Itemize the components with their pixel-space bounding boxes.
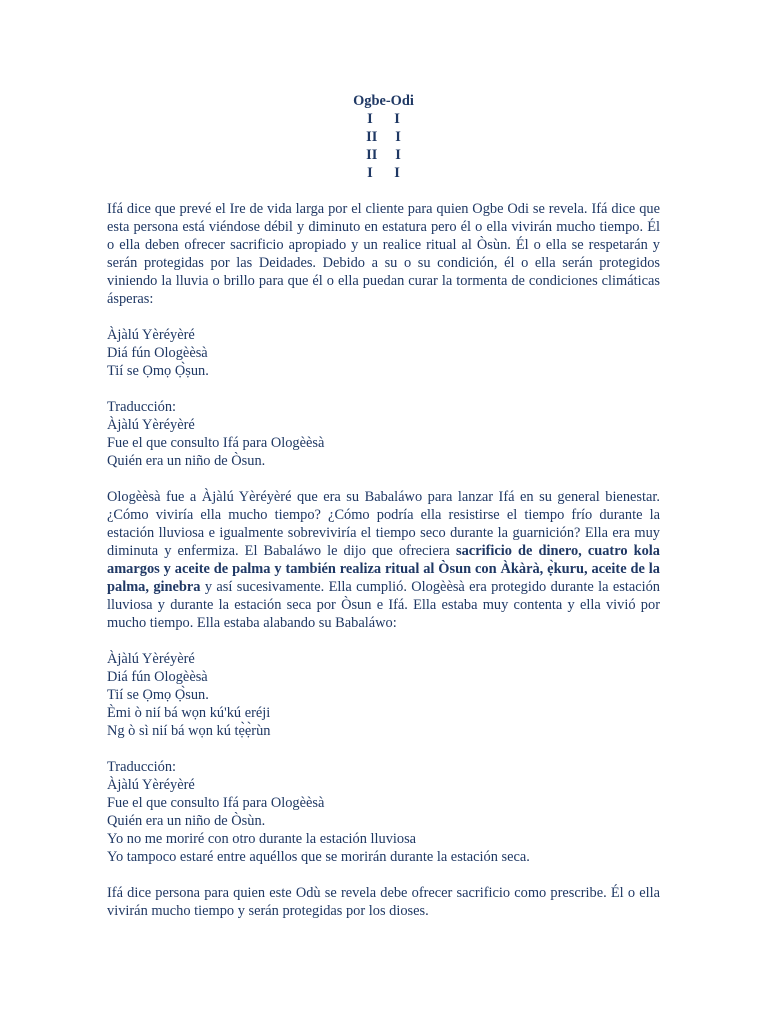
page-title: Ogbe-Odi [353,93,414,109]
translation-heading: Traducción: [107,759,177,775]
verse-line: Diá fún Ologèèsà [107,345,208,361]
translation-line: Yo tampoco estaré entre aquéllos que se morirán durante la estación seca. [107,849,530,865]
verse-line: Àjàlú Yèréyèré [107,327,195,343]
sacrifice-list: sacrificio de dinero, cuatro kola amargos y aceite de palma y también realiza ritual al Òsun con Àkàrà, ẹ̀kuru, aceite de la palma, ginebra [107,543,660,595]
verse-block-1 [107,326,660,380]
story-text-end: y así sucesivamente. Ella cumplió. Ologèèsà era protegido durante la estación lluviosa y durante la estación seca por Òsun e Ifá. Ella estaba muy contenta y ella vivió por mucho tiempo. Ella estaba alabando su Babaláwo: [107,579,660,631]
odu-marks [107,110,660,182]
translation-line: Àjàlú Yèréyèré [107,417,195,433]
translation-line: Fue el que consulto Ifá para Ologèèsà [107,435,325,451]
story-paragraph [107,488,660,632]
translation-line: Àjàlú Yèréyèré [107,777,195,793]
verse-line: Tií se Ọmọ Ọ̀sun. [107,687,209,703]
odu-mark-row: I I [367,111,400,127]
translation-block-2 [107,758,660,866]
verse-line: Àjàlú Yèréyèré [107,651,195,667]
translation-line: Fue el que consulto Ifá para Ologèèsà [107,795,325,811]
verse-line: Tií se Ọmọ Ọ̀ṣun. [107,363,209,379]
translation-block-1 [107,398,660,470]
odu-mark-row: I I [367,165,400,181]
translation-heading: Traducción: [107,399,177,415]
document-page [107,92,660,938]
title-block [107,92,660,182]
odu-mark-row: II I [366,129,401,145]
verse-line: Èmi ò nií bá wọn kú'kú eréji [107,705,271,721]
translation-line: Quién era un niño de Òsun. [107,453,266,469]
verse-line: Diá fún Ologèèsà [107,669,208,685]
verse-line: Ng ò sì nií bá wọn kú tẹ̀ẹ̀rùn [107,723,271,739]
intro-paragraph: Ifá dice que prevé el Ire de vida larga por el cliente para quien Ogbe Odi se revela. Ifá dice que esta persona está viéndose débil y diminuto en estatura pero él o ella vivirán mucho tiempo. Él o ella deben ofrecer sacrificio apropiado y un realice ritual al Òsùn. Él o ella se respetarán y serán protegidas por las Deidades. Debido a su o su condición, él o ella serán protegidos viniendo la lluvia o brillo para que él o ella puedan curar la tormenta de condiciones climáticas ásperas: [107,201,660,307]
translation-line: Yo no me moriré con otro durante la estación lluviosa [107,831,417,847]
closing-paragraph: Ifá dice persona para quien este Odù se revela debe ofrecer sacrificio como prescribe. Él o ella vivirán mucho tiempo y serán protegidas por los dioses. [107,885,660,919]
verse-block-2 [107,650,660,740]
story-text-start: Ologèèsà fue a Àjàlú Yèréyèré que era su Babaláwo para lanzar Ifá en su general bienestar. ¿Cómo viviría ella mucho tiempo? ¿Cómo podría ella resistirse el tiempo frío durante la estación lluviosa e igualmente sobreviviría el tiempo seco durante la guarnición? Ella era muy diminuta y enfermiza. El Babaláwo le dijo que ofreciera [107,489,660,559]
translation-line: Quién era un niño de Òsùn. [107,813,266,829]
odu-mark-row: II I [366,147,401,163]
